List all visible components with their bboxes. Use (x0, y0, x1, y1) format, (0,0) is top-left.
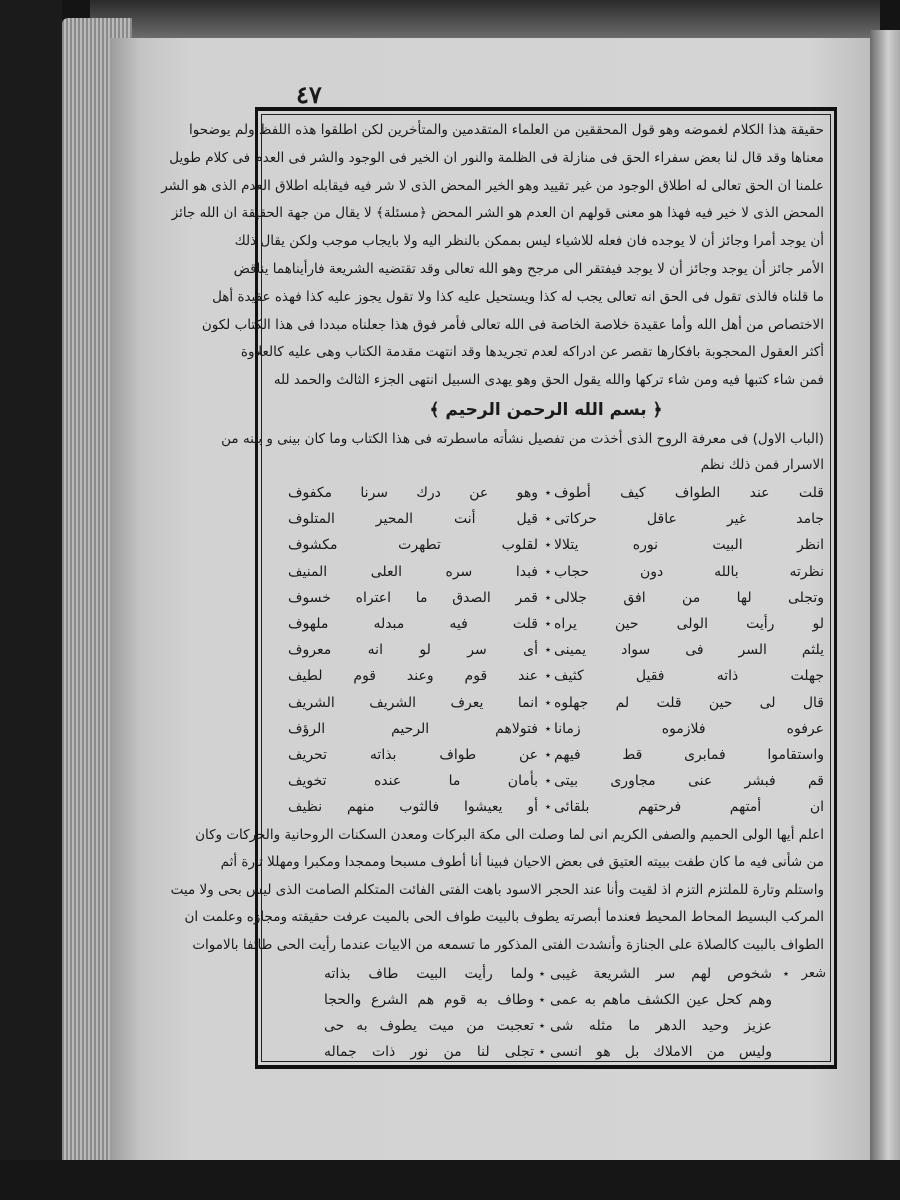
verse-second-hemistich: وهم كحل عين الكشف ماهم به عمى (550, 992, 772, 1008)
verse-separator-star: ٭ (539, 967, 545, 980)
verse-separator-star: ٭ (545, 486, 551, 499)
prose-line: علمنا ان الحق تعالى له اطلاق الوجود من غير تقييد وهو الخير المحض الذى لا شر فيه فيقابله اطلاق العدم الذى هو الشر (161, 177, 824, 194)
scan-background (0, 0, 62, 1200)
verse-separator-star: ٭ (545, 538, 551, 552)
verse-first-hemistich: تعجبت من ميت يطوف به حى (324, 1018, 534, 1034)
chapter-heading-line: (الباب الاول) فى معرفة الروح الذى أخذت من تفصيل نشأته ماسطرته فى هذا الكتاب وما كان بينى و بينه من (221, 431, 824, 447)
prose-line: الطواف بالبيت كالصلاة على الجنازة وأنشدت الفتى المذكور ما تسمعه من الابيات عندما رأيت الحى طائفا بالاموات (192, 936, 824, 953)
verse-separator-star: ٭ (545, 774, 551, 788)
verse-second-hemistich: فبدا سره العلى المنيف (288, 563, 538, 580)
prose-line: اعلم أيها الولى الحميم والصفى الكريم انى لما وصلت الى مكة البركات ومعدن السكنات الروحانية والحركات وكان (195, 827, 824, 843)
verse-second-hemistich: قيل أنت المحير المتلوف (288, 511, 538, 528)
prose-line: معناها وقد قال لنا بعض سفراء الحق فى منازلة فى الظلمة والنور ان الخير فى الوجود والشر فى العدم فى كلام طويل (169, 149, 824, 166)
poem-label: شعر (801, 966, 826, 981)
verse-separator-star: ٭ (539, 1019, 545, 1032)
verse-second-hemistich: أى سر لو انه معروف (288, 642, 538, 659)
verse-separator-star: ٭ (545, 643, 551, 657)
book-top-edge (90, 0, 880, 40)
prose-line: أكثر العقول المحجوبة بافكارها تقصر عن ادراكه لعدم تجريدها وقد انتهت مقدمة الكتاب وهى عليه كالعلاوة (240, 344, 824, 361)
verse-first-hemistich: قال لى حين قلت لم جهلوه (554, 694, 824, 711)
verse-second-hemistich: شخوص لهم سر الشريعة غيبى (550, 966, 772, 982)
verse-first-hemistich: تجلى لنا من نور ذات جماله (324, 1044, 534, 1060)
verse-second-hemistich: لقلوب تطهرت مكشوف (288, 537, 538, 554)
verse-first-hemistich: قم فبشر عنى مجاورى بيتى (554, 773, 824, 790)
verse-second-hemistich: أو يعيشوا فالثوب منهم نظيف (288, 799, 538, 816)
verse-first-hemistich: نظرته بالله دون حجاب (554, 563, 824, 580)
verse-separator-star: ٭ (539, 1045, 545, 1058)
verse-separator-star: ٭ (783, 967, 789, 980)
prose-line: من شأنى فيه ما كان طفت ببيته العتيق فى بعض الاحيان فبينا أنا أطوف مسبحا وممجدا ومكبرا ومهللا تارة أثم (220, 854, 824, 871)
verse-first-hemistich: جامد غير عاقل حركاتى (554, 511, 824, 528)
prose-line: الاختصاص من أهل الله وأما عقيدة خلاصة الخاصة فى الله تعالى فأمر فوق هذا جعلناه مبددا فى هذا الكتاب لكون (201, 316, 824, 333)
verse-second-hemistich: قلت فيه مبدله ملهوف (288, 616, 538, 632)
verse-first-hemistich: جهلت ذاته فقيل كثيف (554, 668, 824, 685)
verse-second-hemistich: عن طواف بذاته تحريف (288, 747, 538, 763)
verse-separator-star: ٭ (545, 512, 551, 526)
verse-separator-star: ٭ (545, 748, 551, 761)
verse-second-hemistich: قمر الصدق ما اعتراه خسوف (288, 589, 538, 606)
verse-separator-star: ٭ (545, 669, 551, 683)
prose-line: واستلم وتارة للملتزم التزم اذ لقيت وأنا عند الحجر الاسود باهت الفتى الفائت المتكلم الصامت الذى ليس بحى ولا ميت (170, 881, 824, 898)
verse-separator-star: ٭ (545, 800, 551, 814)
verse-first-hemistich: وطاف به قوم هم الشرع والحجا (324, 992, 534, 1008)
verse-separator-star: ٭ (539, 993, 545, 1006)
verse-second-hemistich: عند قوم وعند قوم لطيف (288, 668, 538, 685)
page-number: ٤٧ (296, 80, 322, 109)
verse-first-hemistich: لو رأيت الولى حين يراه (554, 616, 824, 632)
prose-line: الأمر جائز أن يوجد وجائز أن لا يوجد فيفتقر الى مرجح وهو الله تعالى وقد تقتضيه الشريعة فارأيناهما يناقض (233, 261, 824, 277)
prose-line: أن يوجد أمرا وجائز أن لا يوجده فان فعله للاشياء ليس بممكن بالنظر اليه ولا بايجاب موجب ولكن يقال ذلك (234, 233, 824, 250)
verse-first-hemistich: ولما رأيت البيت طاف بذاته (324, 966, 534, 982)
verse-second-hemistich: وليس من الاملاك بل هو انسى (550, 1044, 772, 1060)
prose-line: المركب البسيط المحاط المحيط فعندما أبصرته يطوف بالبيت طواف الحى بالميت عرفت حقيقته ومجازه وعلمت ان (184, 909, 824, 926)
verse-second-hemistich: عزيز وحيد الدهر ما مثله شى (550, 1018, 772, 1034)
verse-first-hemistich: ان أمتهم فرحتهم بلقائى (554, 799, 824, 816)
prose-line: ما قلناه فالذى تقول فى الحق انه تعالى يجب له كذا ويستحيل عليه كذا ولا تقول يجوز عليه كذا فهذه عقيدة أهل (212, 288, 824, 305)
verse-first-hemistich: قلت عند الطواف كيف أطوف (554, 485, 824, 501)
basmala-heading: ﴿ بسم الله الرحمن الرحيم ﴾ (429, 400, 663, 420)
verse-second-hemistich: وهو عن درك سرنا مكفوف (288, 485, 538, 501)
verse-second-hemistich: بأمان ما عنده تخويف (288, 773, 538, 790)
verse-first-hemistich: انظر البيت نوره يتلالا (554, 537, 824, 554)
prose-line: المحض الذى لا خير فيه فهذا هو معنى قولهم ان العدم هو الشر المحض ﴿مسئلة﴾ لا يقال من جهة الحقيقة ان الله جائز (171, 205, 824, 222)
text-frame (161, 107, 837, 1069)
verse-first-hemistich: وتجلى لها من افق جلالى (554, 589, 824, 606)
verse-first-hemistich: عرفوه فلازموه زمانا (554, 720, 824, 737)
verse-separator-star: ٭ (545, 590, 551, 604)
chapter-heading-line: الاسرار فمن ذلك نظم (700, 457, 824, 473)
prose-line: حقيقة هذا الكلام لغموضه وهو قول المحققين من العلماء المتقدمين والمتأخرين لكن اطلقوا هذه اللفظ ولم يوضحوا (189, 122, 824, 138)
verse-separator-star: ٭ (545, 617, 551, 630)
verse-first-hemistich: واستقاموا فمابرى قط فيهم (554, 747, 824, 763)
verse-second-hemistich: انما يعرف الشريف الشريف (288, 694, 538, 711)
facing-page-edge (870, 30, 900, 1160)
verse-first-hemistich: يلثم السر فى سواد يمينى (554, 642, 824, 659)
verse-separator-star: ٭ (545, 695, 551, 709)
prose-line: فمن شاء كتبها فيه ومن شاء تركها والله يقول الحق وهو يهدى السبيل انتهى الجزء الثالث والحمد لله (273, 372, 824, 389)
scan-background-bottom (0, 1160, 900, 1200)
verse-separator-star: ٭ (545, 721, 551, 735)
verse-second-hemistich: فتولاهم الرحيم الرؤف (288, 720, 538, 737)
verse-separator-star: ٭ (545, 564, 551, 578)
